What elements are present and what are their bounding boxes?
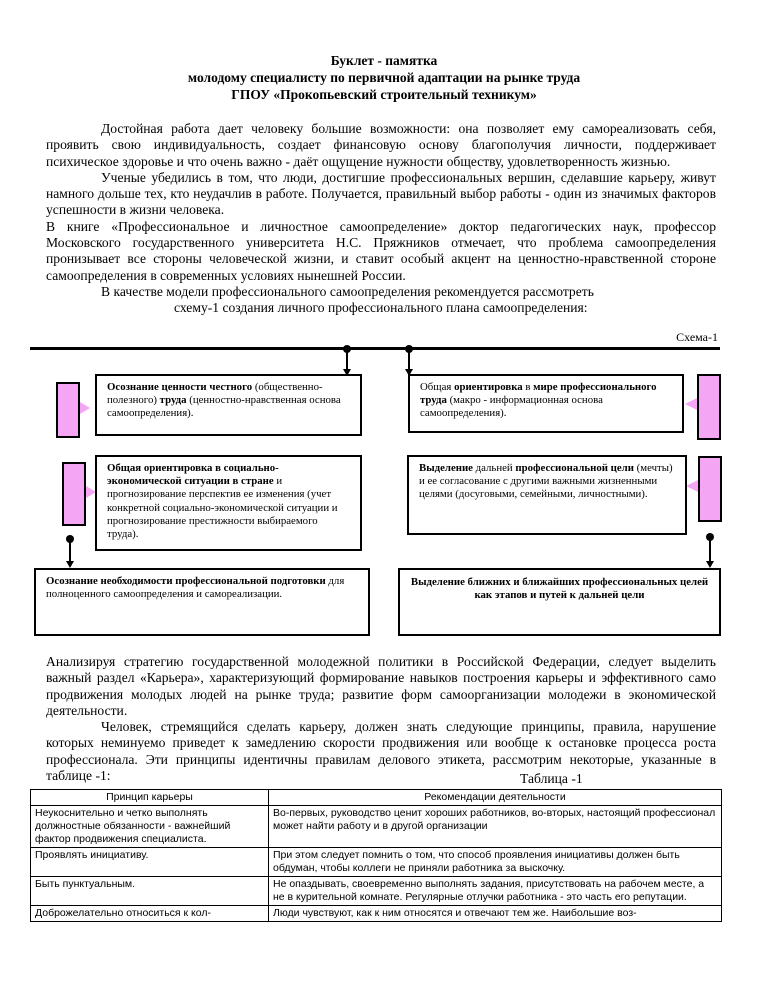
arrow-down-icon bbox=[66, 561, 74, 568]
scheme-box-distant-goal: Выделение дальней профессиональной цели (мечты) и ее согласование с другими важными жизненными целями (досуговыми, семейными, личностными). bbox=[407, 455, 687, 535]
marker-block bbox=[697, 374, 721, 440]
connector-line bbox=[346, 350, 348, 370]
title-line-2: молодому специалисту по первичной адаптации на рынке труда bbox=[187, 70, 581, 85]
scheme-box-professional-world: Общая ориентировка в мире профессионального труда (макро - информационная основа самоопределения). bbox=[408, 374, 684, 433]
table-cell: Во-первых, руководство ценит хороших работников, во-вторых, настоящий профессионал может найти работу и в другой организации bbox=[269, 806, 722, 848]
paragraph-3: В книге «Профессиональное и личностное самоопределение» доктор педагогических наук, профессор Московского государственного университета Н.С. Пряжников отмечает, что проблема самоопределения пронизывает все стороны человеческой жизни, и ставит особый акцент на ценностно-нравственной стороне самоопределения в современных условиях нынешней России. bbox=[46, 218, 716, 283]
table-cell: При этом следует помнить о том, что способ проявления инициативы должен быть обдуман, чтобы коллеги не приняли работника за выскочку. bbox=[269, 848, 722, 877]
connector-line bbox=[408, 350, 410, 370]
table-header-row bbox=[31, 790, 722, 806]
table-cell: Быть пунктуальным. bbox=[31, 877, 269, 906]
marker-block bbox=[698, 456, 722, 522]
paragraph-1: Достойная работа дает человеку большие возможности: она позволяет ему самореализовать себя, проявить свою индивидуальность, создает финансовую основу благополучия личности, поддерживает психическое здоровье и что очень важно - даёт ощущение нужности обществу, удовлетворенность жизнью. bbox=[46, 121, 716, 169]
arrow-down-icon bbox=[706, 561, 714, 568]
column-header: Рекомендации деятельности bbox=[269, 790, 722, 806]
table-cell: Проявлять инициативу. bbox=[31, 848, 269, 877]
table-row bbox=[31, 906, 722, 922]
pointer-left-icon bbox=[686, 480, 698, 492]
paragraph-4a: В качестве модели профессионального самоопределения рекомендуется рассмотреть bbox=[101, 283, 594, 299]
column-header: Принцип карьеры bbox=[31, 790, 269, 806]
pointer-left-icon bbox=[685, 398, 697, 410]
table-row bbox=[31, 877, 722, 906]
scheme-box-socio-economic: Общая ориентировка в социально-экономической ситуации в стране и прогнозирование перспектив ее изменения (учет конкретной социально-экономической ситуации и прогнозирование престижности выбираемого труда). bbox=[95, 455, 362, 551]
scheme-box-professional-training: Осознание необходимости профессиональной подготовки для полноценного самоопределения и самореализации. bbox=[34, 568, 370, 636]
scheme-box-honest-labor: Осознание ценности честного (общественно-полезного) труда (ценностно-нравственная основа самоопределения). bbox=[95, 374, 362, 436]
scheme-box-near-goals: Выделение ближних и ближайших профессиональных целей как этапов и путей к дальней цели bbox=[398, 568, 721, 636]
title-line-3: ГПОУ «Прокопьевский строительный техникум» bbox=[231, 87, 537, 102]
document-title bbox=[0, 52, 768, 103]
intro-text bbox=[46, 121, 716, 317]
table-row bbox=[31, 848, 722, 877]
scheme-label: Схема-1 bbox=[676, 330, 718, 344]
table-cell: Неукоснительно и четко выполнять должностные обязанности - важнейший фактор продвижения специалиста. bbox=[31, 806, 269, 848]
marker-block bbox=[56, 382, 80, 438]
connector-line bbox=[709, 538, 711, 562]
scheme-top-line bbox=[30, 347, 720, 350]
table-cell: Не опаздывать, своевременно выполнять задания, присутствовать на рабочем месте, а не в курительной комнате. Регулярные отлучки работника - это часть его репутации. bbox=[269, 877, 722, 906]
marker-block bbox=[62, 462, 86, 526]
title-line-1: Буклет - памятка bbox=[330, 53, 438, 68]
table-row bbox=[31, 806, 722, 848]
career-principles-table bbox=[30, 789, 722, 922]
paragraph-4b: схему-1 создания личного профессионального плана самоопределения: bbox=[174, 300, 588, 316]
table-cell: Доброжелательно относиться к кол- bbox=[31, 906, 269, 922]
paragraph-5: Анализируя стратегию государственной молодежной политики в Российской Федерации, следует выделить важный раздел «Карьера», характеризующий формирование навыков построения карьеры и эффективного само продвижения молодых людей на рынке труда; развитие форм самоорганизации молодежи в экономической деятельности. bbox=[46, 654, 716, 718]
connector-line bbox=[69, 540, 71, 562]
pointer-right-icon bbox=[80, 402, 90, 414]
table-cell: Люди чувствуют, как к ним относятся и отвечают тем же. Наибольшие воз- bbox=[269, 906, 722, 922]
paragraph-6: Человек, стремящийся сделать карьеру, должен знать следующие принципы, правила, нарушение которых неминуемо приведет к замедлению скорости продвижения или вообще к остановке процесса роста профессионала. Эти принципы идентичны правилам делового этикета, рассмотрим некоторые, указанные в таблице -1: bbox=[46, 719, 716, 784]
table-label: Таблица -1 bbox=[520, 771, 583, 786]
body-text bbox=[46, 654, 716, 784]
paragraph-2: Ученые убедились в том, что люди, достигшие профессиональных вершин, сделавшие карьеру, живут намного дольше тех, кто неудачлив в работе. Получается, правильный выбор работы - один из значимых факторов успешности в жизни человека. bbox=[46, 169, 716, 218]
